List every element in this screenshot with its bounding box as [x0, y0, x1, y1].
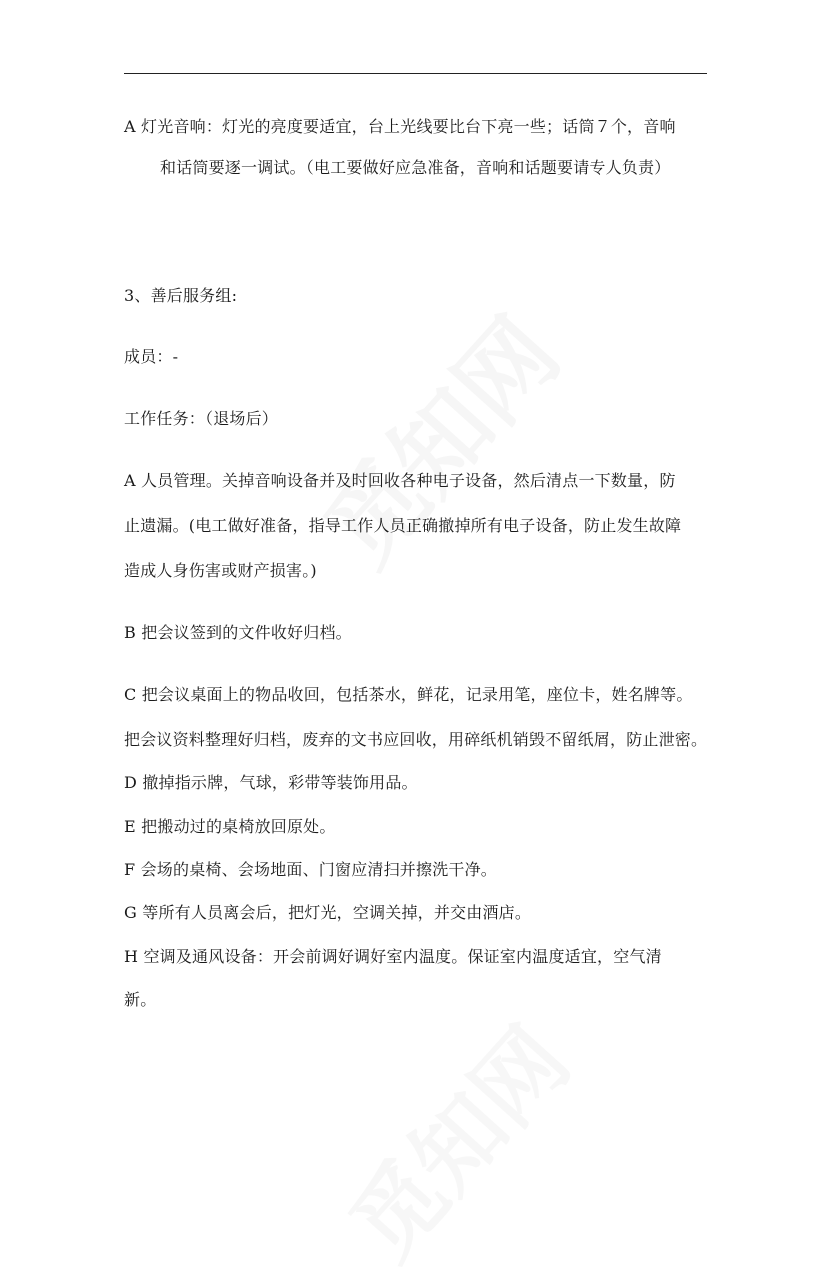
- members-line: 成员：-: [124, 347, 179, 366]
- paragraph-line: B 把会议签到的文件收好归档。: [124, 623, 352, 642]
- paragraph-line: 造成人身伤害或财产损害。): [124, 561, 317, 580]
- paragraph-line: D 撤掉指示牌，气球，彩带等装饰用品。: [124, 773, 418, 792]
- paragraph-line: F 会场的桌椅、会场地面、门窗应清扫并擦洗干净。: [124, 860, 497, 879]
- header-rule: [124, 73, 707, 74]
- watermark-bottom: [316, 1031, 545, 1268]
- paragraph-line: 新。: [124, 990, 157, 1009]
- paragraph-line: 止遗漏。(电工做好准备，指导工作人员正确撤掉所有电子设备，防止发生故障: [124, 516, 682, 535]
- paragraph-line: 把会议资料整理好归档，废弃的文书应回收，用碎纸机销毁不留纸屑，防止泄密。: [124, 730, 708, 749]
- paragraph-line: 和话筒要逐一调试。（电工要做好应急准备，音响和话题要请专人负责）: [160, 158, 671, 177]
- paragraph-line: E 把搬动过的桌椅放回原处。: [124, 817, 336, 836]
- task-heading: 工作任务：（退场后）: [124, 409, 279, 428]
- paragraph-line: C 把会议桌面上的物品收回，包括茶水，鲜花，记录用笔，座位卡，姓名牌等。: [124, 685, 693, 704]
- paragraph-line: A 灯光音响：灯光的亮度要适宜，台上光线要比台下亮一些；话筒７个，音响: [124, 117, 676, 136]
- paragraph-line: H 空调及通风设备：开会前调好调好室内温度。保证室内温度适宜，空气清: [124, 947, 662, 966]
- section-heading: 3、善后服务组:: [124, 286, 238, 305]
- paragraph-line: G 等所有人员离会后，把灯光，空调关掉，并交由酒店。: [124, 903, 532, 922]
- paragraph-line: A 人员管理。关掉音响设备并及时回收各种电子设备，然后清点一下数量，防: [124, 471, 676, 490]
